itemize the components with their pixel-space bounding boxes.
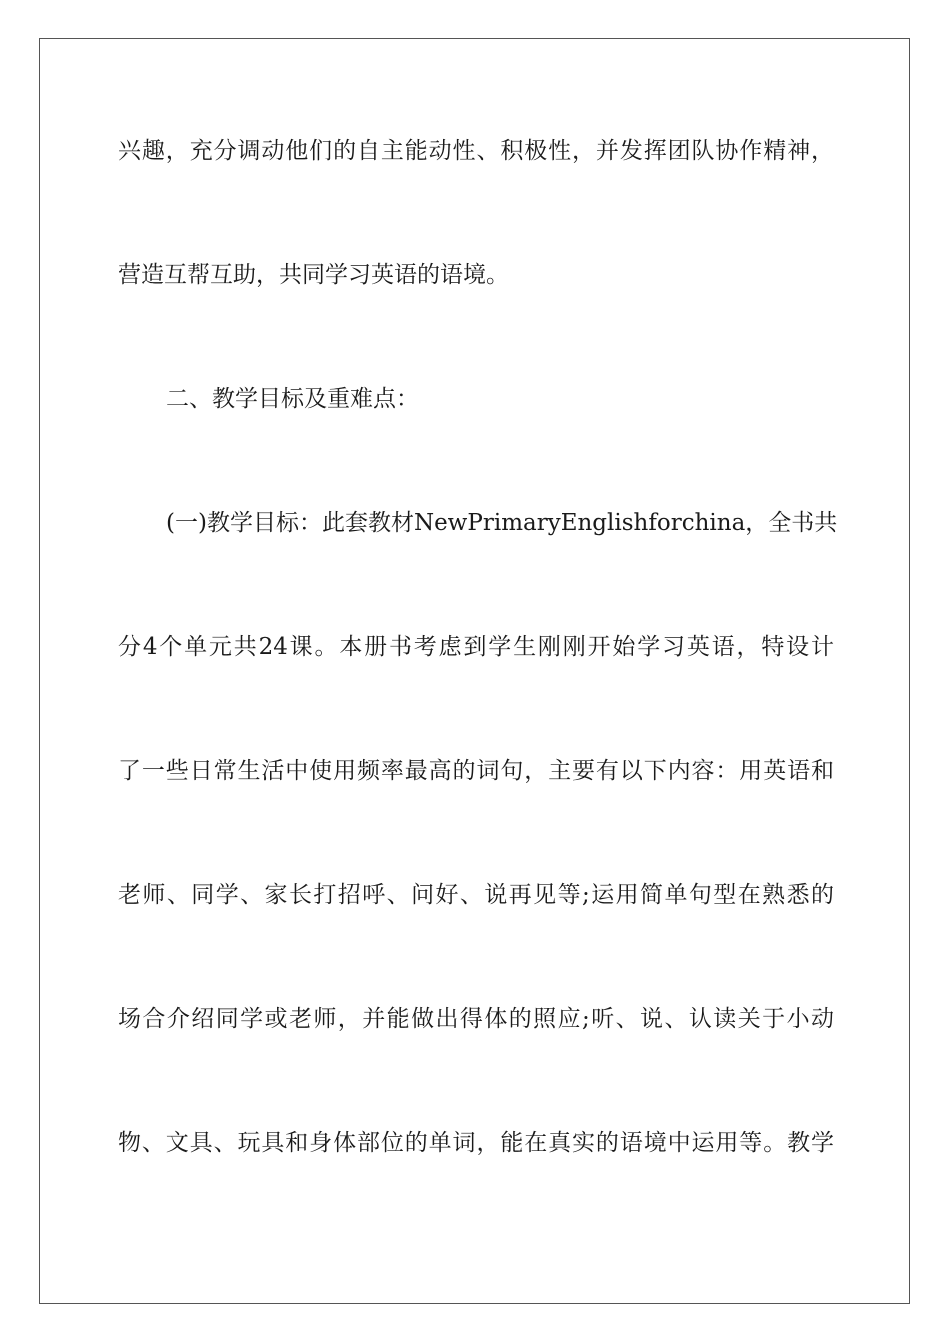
paragraph-line-7: 场合介绍同学或老师，并能做出得体的照应;听、说、认读关于小动 — [118, 1006, 834, 1032]
page-border — [39, 38, 910, 1304]
paragraph-line-1: 兴趣，充分调动他们的自主能动性、积极性，并发挥团队协作精神， — [118, 138, 834, 164]
paragraph-line-8: 物、文具、玩具和身体部位的单词，能在真实的语境中运用等。教学 — [118, 1130, 834, 1156]
paragraph-line-4: 分4个单元共24课。本册书考虑到学生刚刚开始学习英语，特设计 — [118, 634, 834, 660]
paragraph-line-6: 老师、同学、家长打招呼、问好、说再见等;运用简单句型在熟悉的 — [118, 882, 834, 908]
section-heading: 二、教学目标及重难点： — [166, 386, 419, 412]
paragraph-line-2: 营造互帮互助，共同学习英语的语境。 — [118, 262, 509, 288]
paragraph-line-5: 了一些日常生活中使用频率最高的词句，主要有以下内容：用英语和 — [118, 758, 834, 784]
paragraph-line-3: (一)教学目标：此套教材NewPrimaryEnglishforchina，全书共 — [166, 510, 838, 536]
